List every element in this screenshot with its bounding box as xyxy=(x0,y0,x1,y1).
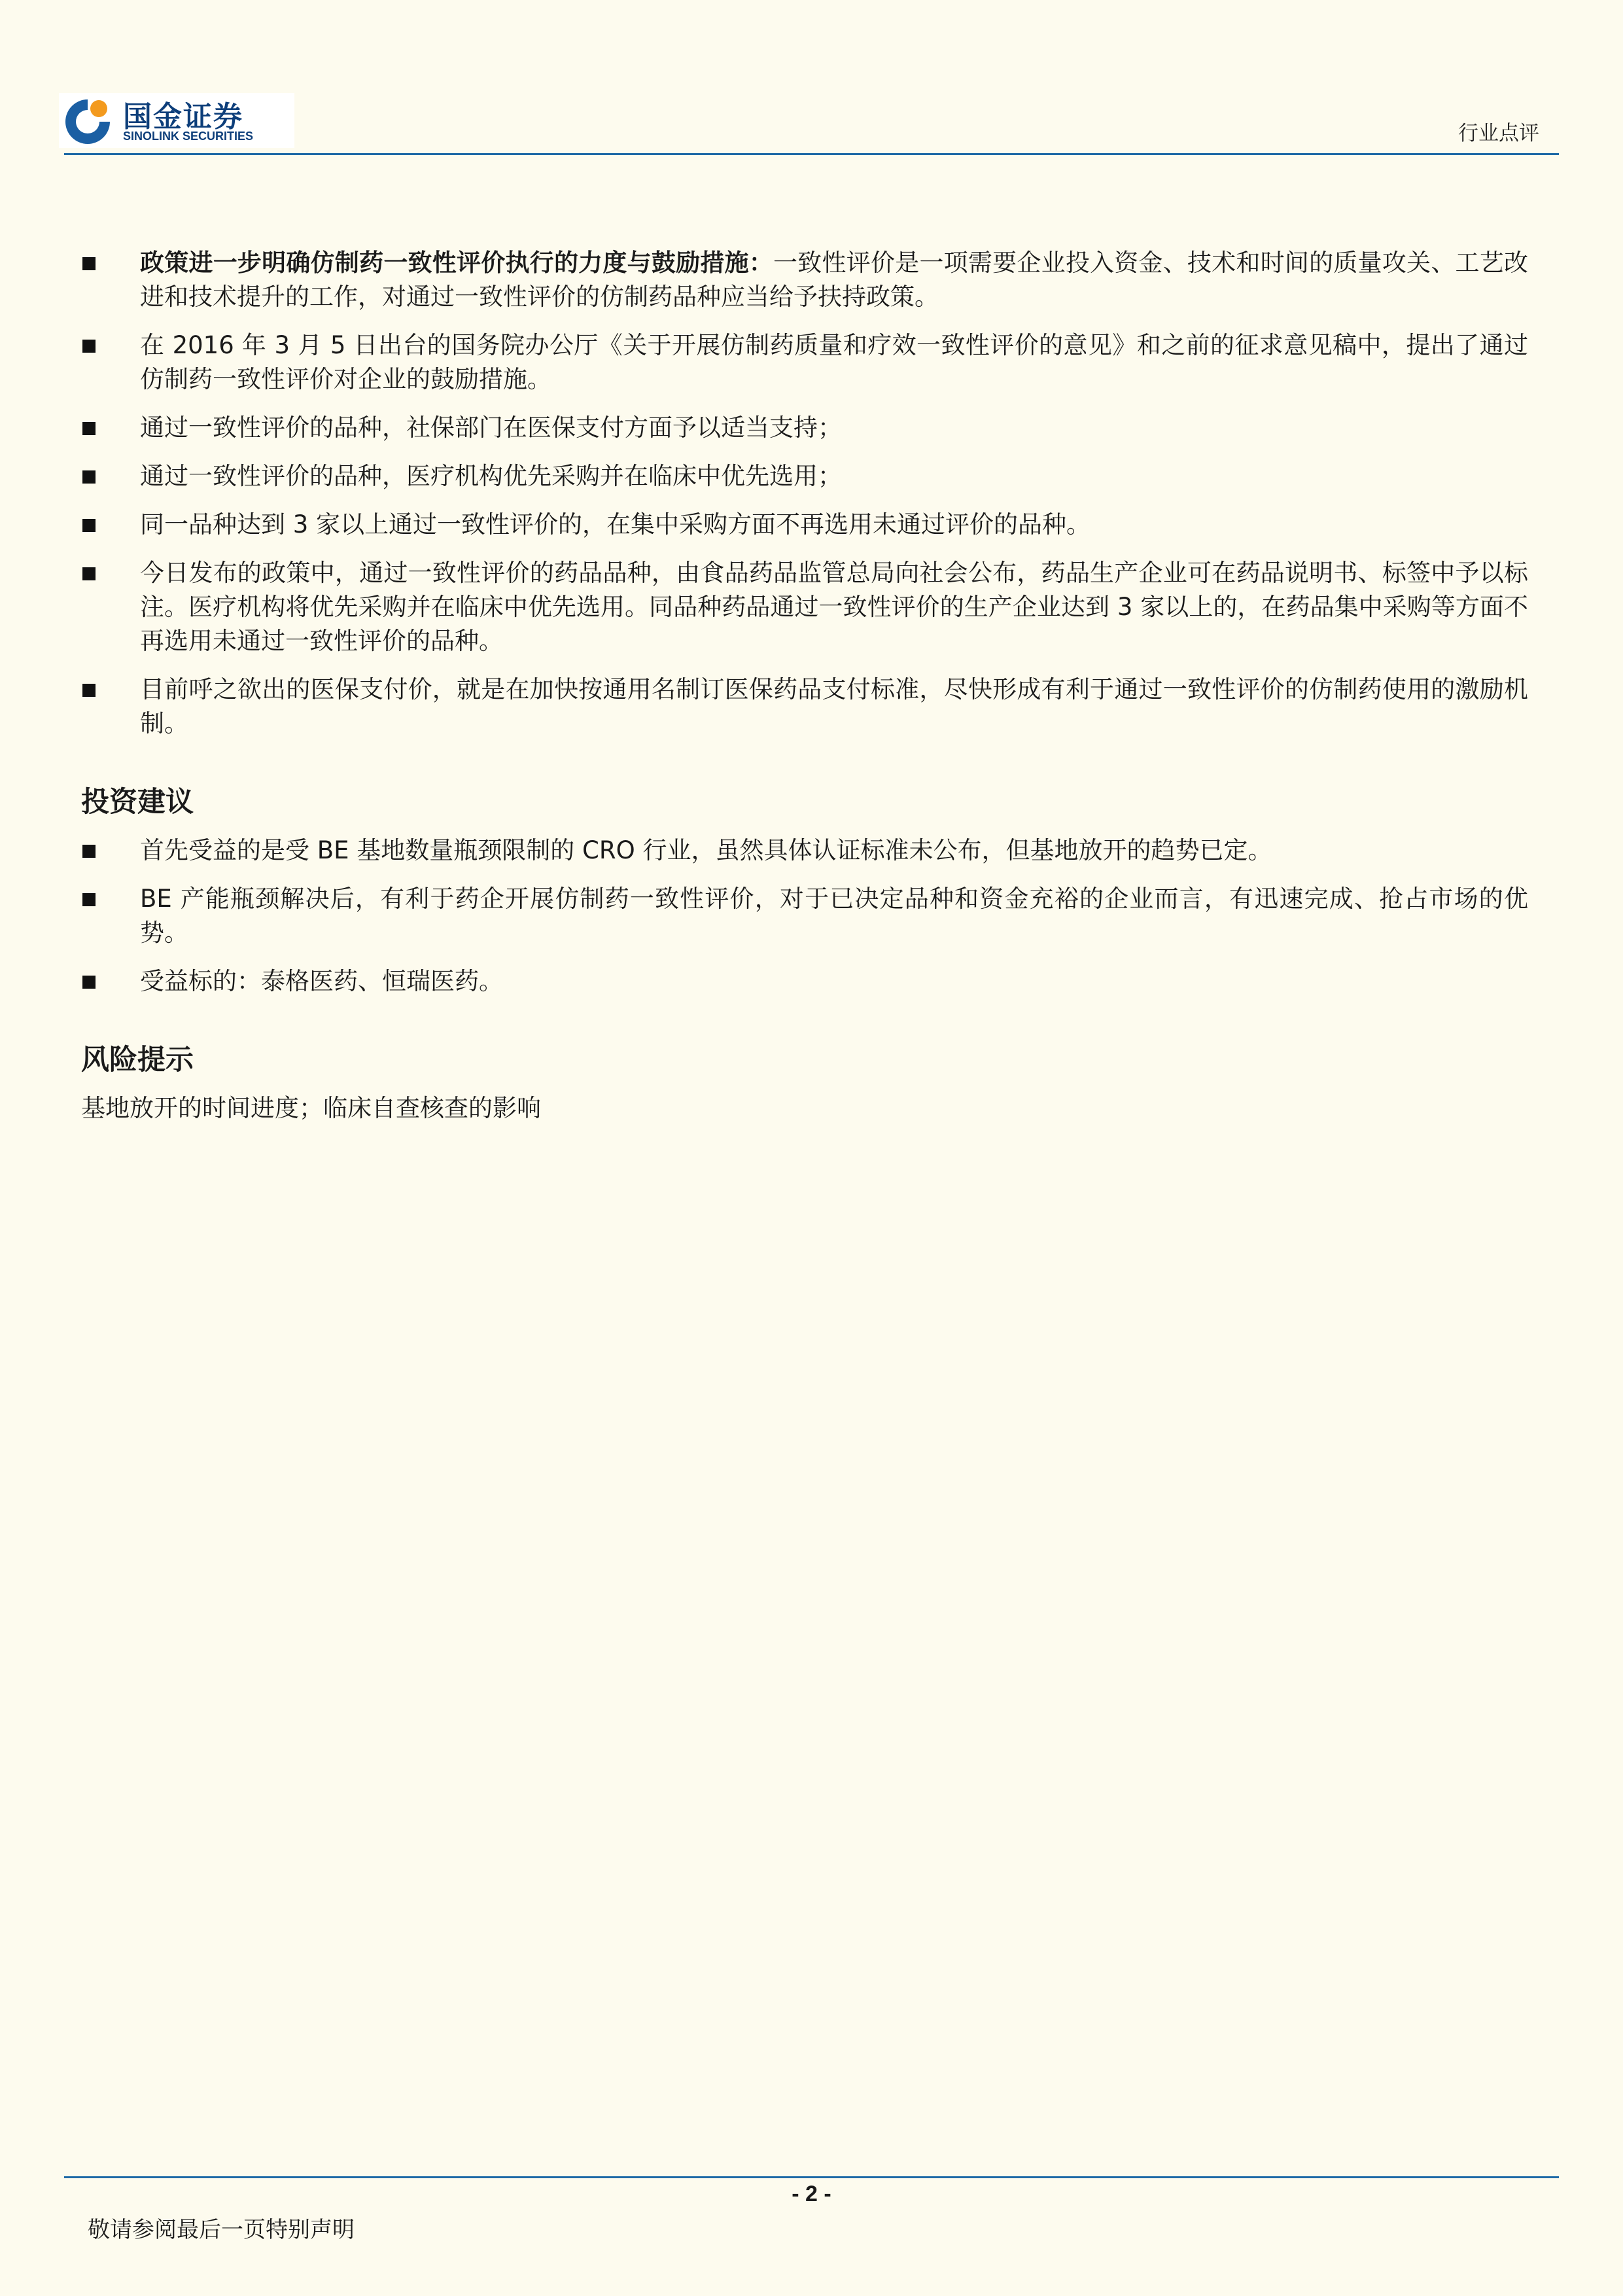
disclaimer-note: 敬请参阅最后一页特别声明 xyxy=(88,2217,355,2243)
bullet-text: 受益标的：泰格医药、恒瑞医药。 xyxy=(140,967,503,995)
bullet-square-icon xyxy=(82,567,96,580)
investment-bullet xyxy=(81,882,1528,950)
risk-text: 基地放开的时间进度；临床自查核查的影响 xyxy=(81,1094,541,1122)
policy-bullet xyxy=(81,459,1528,493)
bullet-text: 同一品种达到 3 家以上通过一致性评价的，在集中采购方面不再选用未通过评价的品种。 xyxy=(140,510,1091,539)
footer-rule xyxy=(64,2176,1559,2178)
bullet-square-icon xyxy=(82,684,96,697)
bullet-square-icon xyxy=(82,519,96,532)
policy-bullet xyxy=(81,328,1528,397)
bullet-lead: 政策进一步明确仿制药一致性评价执行的力度与鼓励措施： xyxy=(140,249,774,277)
bullet-square-icon xyxy=(82,340,96,353)
bullet-text: 通过一致性评价的品种，社保部门在医保支付方面予以适当支持； xyxy=(140,414,842,442)
logo-english-name: SINOLINK SECURITIES xyxy=(123,130,254,143)
company-logo xyxy=(59,93,294,148)
bullet-text: 今日发布的政策中，通过一致性评价的药品品种，由食品药品监管总局向社会公布，药品生产企业可在药品说明书、标签中予以标注。医疗机构将优先采购并在临床中优先选用。同品种药品通过一致性评价的生产企业达到 3 家以上的，在药品集中采购等方面不再选用未通过一致性评价的品种。 xyxy=(140,559,1528,655)
bullet-text: BE 产能瓶颈解决后，有利于药企开展仿制药一致性评价，对于已决定品种和资金充裕的企业而言，有迅速完成、抢占市场的优势。 xyxy=(140,885,1528,947)
logo-chinese-name: 国金证券 xyxy=(123,100,243,133)
bullet-square-icon xyxy=(82,257,96,270)
bullet-square-icon xyxy=(82,893,96,906)
bullet-text: 通过一致性评价的品种，医疗机构优先采购并在临床中优先选用； xyxy=(140,462,842,490)
report-body xyxy=(81,246,1528,1125)
investment-section-title: 投资建议 xyxy=(81,786,194,819)
bullet-square-icon xyxy=(82,976,96,989)
policy-bullet xyxy=(81,673,1528,741)
risk-section-title: 风险提示 xyxy=(81,1044,194,1076)
header-rule xyxy=(64,153,1559,155)
policy-bullet xyxy=(81,508,1528,542)
page-number: - 2 - xyxy=(792,2181,831,2206)
bullet-text: 在 2016 年 3 月 5 日出台的国务院办公厅《关于开展仿制药质量和疗效一致性评价的意见》和之前的征求意见稿中，提出了通过仿制药一致性评价对企业的鼓励措施。 xyxy=(140,331,1528,393)
bullet-square-icon xyxy=(82,845,96,858)
bullet-text: 目前呼之欲出的医保支付价，就是在加快按通用名制订医保药品支付标准，尽快形成有利于通过一致性评价的仿制药使用的激励机制。 xyxy=(140,675,1528,737)
report-type-label: 行业点评 xyxy=(1458,122,1539,145)
bullet-text: 首先受益的是受 BE 基地数量瓶颈限制的 CRO 行业，虽然具体认证标准未公布，但基地放开的趋势已定。 xyxy=(140,836,1272,864)
policy-bullet xyxy=(81,246,1528,314)
sinolink-logo-icon xyxy=(63,96,113,145)
investment-bullet xyxy=(81,834,1528,868)
policy-bullet xyxy=(81,411,1528,445)
bullet-square-icon xyxy=(82,422,96,435)
policy-bullet xyxy=(81,556,1528,658)
investment-bullet xyxy=(81,964,1528,998)
bullet-text: 一致性评价是一项需要企业投入资金、技术和时间的质量攻关、工艺改进和技术提升的工作，对通过一致性评价的仿制药品种应当给予扶持政策。 xyxy=(140,249,1529,311)
bullet-square-icon xyxy=(82,470,96,484)
